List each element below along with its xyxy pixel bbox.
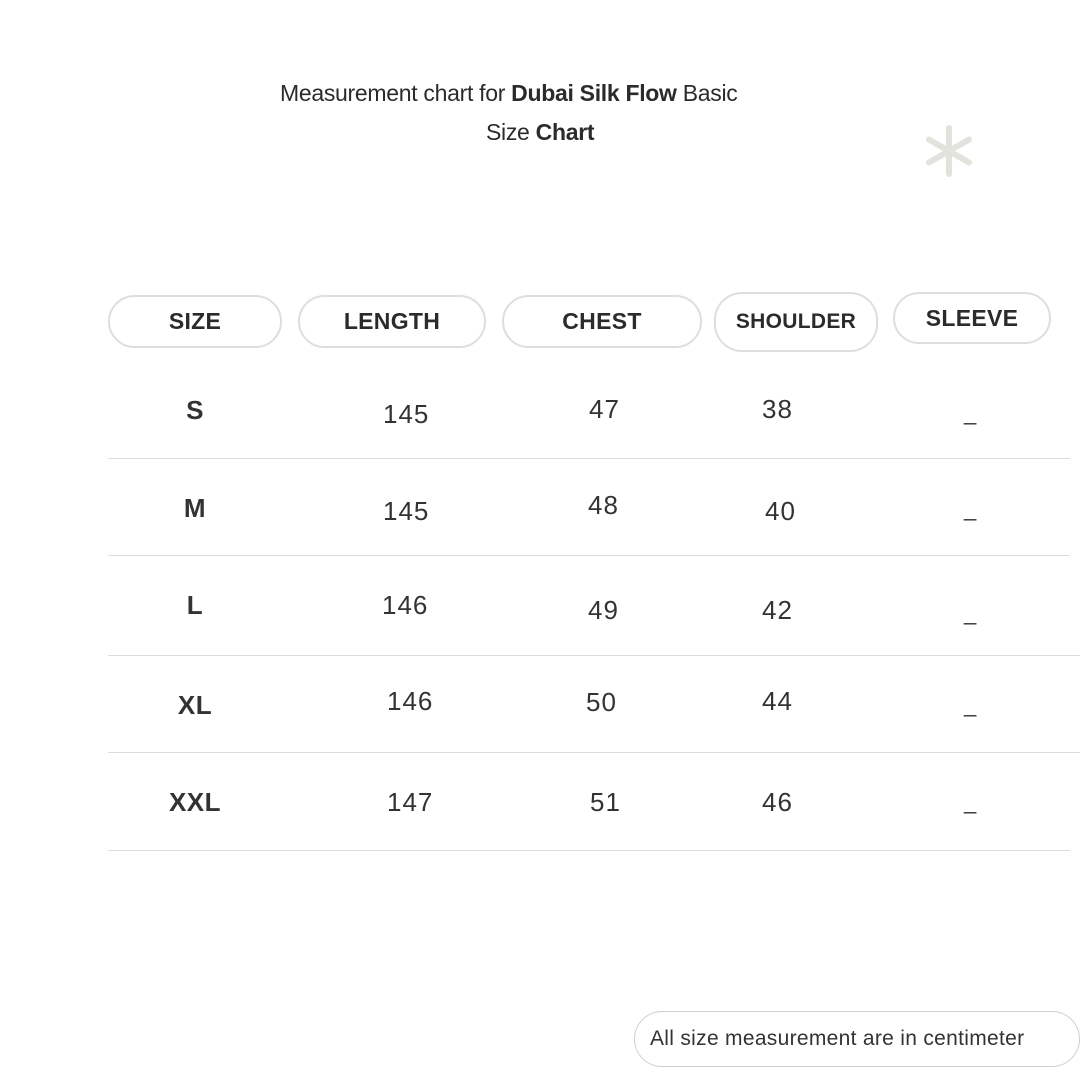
row-m-size: M [183, 493, 207, 523]
header-sleeve: SLEEVE [893, 292, 1051, 344]
row-s-shoulder: 38 [762, 394, 793, 424]
product-name: Dubai Silk Flow [511, 80, 677, 106]
row-divider [108, 555, 1070, 556]
units-note: All size measurement are in centimeter [634, 1011, 1080, 1067]
row-xxl-sleeve: _ [964, 789, 978, 814]
row-s-chest: 47 [589, 394, 620, 424]
row-xl-shoulder: 44 [762, 686, 793, 716]
row-xl-length: 146 [387, 686, 434, 716]
row-m-shoulder: 40 [765, 496, 796, 526]
subtitle-bold: Chart [535, 119, 595, 145]
row-l-size: L [186, 590, 204, 620]
title-suffix: Basic [682, 80, 738, 106]
row-m-sleeve: _ [964, 496, 978, 521]
title-prefix: Measurement chart for [280, 80, 506, 106]
row-divider [108, 752, 1080, 753]
row-xxl-length: 147 [387, 787, 434, 817]
row-l-sleeve: _ [964, 600, 978, 625]
row-xxl-shoulder: 46 [762, 787, 793, 817]
header-shoulder: SHOULDER [714, 292, 878, 352]
row-divider [108, 458, 1070, 459]
row-m-length: 145 [383, 496, 430, 526]
row-s-size: S [186, 395, 204, 425]
row-xl-chest: 50 [586, 687, 617, 717]
row-l-chest: 49 [588, 595, 619, 625]
row-s-length: 145 [383, 399, 430, 429]
row-l-shoulder: 42 [762, 595, 793, 625]
row-xxl-size: XXL [168, 787, 222, 817]
header-size: SIZE [108, 295, 282, 348]
chart-title [280, 78, 760, 108]
row-l-length: 146 [382, 590, 429, 620]
row-divider [108, 655, 1080, 656]
header-chest: CHEST [502, 295, 702, 348]
row-divider [108, 850, 1070, 851]
chart-subtitle [486, 117, 594, 147]
subtitle-prefix: Size [486, 119, 530, 145]
asterisk-icon [920, 122, 978, 180]
row-s-sleeve: _ [964, 400, 978, 425]
row-xl-sleeve: _ [964, 692, 978, 717]
row-m-chest: 48 [588, 490, 619, 520]
row-xxl-chest: 51 [590, 787, 621, 817]
row-xl-size: XL [177, 690, 213, 720]
header-length: LENGTH [298, 295, 486, 348]
